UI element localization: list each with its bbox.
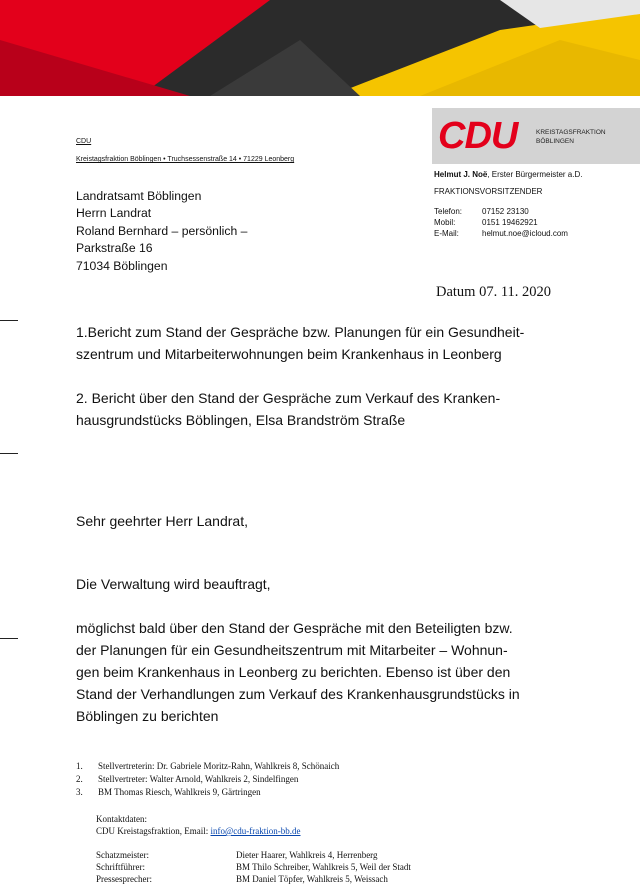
- subject-item-1: 1.Bericht zum Stand der Gespräche bzw. Planungen für ein Gesundheit- szentrum und Mitarbeiterwohnungen beim Krankenhaus in Leonberg: [76, 324, 525, 362]
- fold-mark: [0, 320, 18, 321]
- recipient-line: Roland Bernhard – persönlich –: [76, 223, 248, 238]
- sender-address: Kreistagsfraktion Böblingen • Truchsessenstraße 14 • 71229 Leonberg: [76, 156, 295, 163]
- list-item: 3. BM Thomas Riesch, Wahlkreis 9, Gärtringen: [76, 787, 261, 797]
- subject-item-2: 2. Bericht über den Stand der Gespräche zum Verkauf des Kranken- hausgrundstücks Böblingen, Elsa Brandström Straße: [76, 390, 501, 428]
- roles-list: [96, 849, 411, 885]
- recipient-address: [76, 188, 247, 275]
- list-item: 1. Stellvertreterin: Dr. Gabriele Moritz-Rahn, Wahlkreis 8, Schönaich: [76, 761, 340, 771]
- recipient-line: Landratsamt Böblingen: [76, 189, 202, 203]
- contact-email: E-Mail: helmut.noe@icloud.com: [434, 229, 568, 238]
- chair-role: FRAKTIONSVORSITZENDER: [434, 187, 543, 196]
- fold-mark: [0, 638, 18, 639]
- list-item: 2. Stellvertreter: Walter Arnold, Wahlkreis 2, Sindelfingen: [76, 774, 299, 784]
- list-item: Schatzmeister: Dieter Haarer, Wahlkreis 4, Herrenberg: [96, 850, 378, 860]
- email-link[interactable]: info@cdu-fraktion-bb.de: [210, 826, 301, 836]
- recipient-line: Herrn Landrat: [76, 206, 152, 221]
- body-paragraph: möglichst bald über den Stand der Gespräche mit den Beteiligten bzw. der Planungen für ein Gesundheitszentrum mit Mitarbeiter – Wohnun- gen beim Krankenhaus in Leonberg zu berichten. Ebenso ist über den Stand der Verhandlungen zum Verkauf des Krankenhausgrundstücks in Böblingen zu berichten: [76, 620, 520, 724]
- chair-name: Helmut J. Noë, Erster Bürgermeister a.D.: [434, 170, 583, 179]
- contact-phone: Telefon: 07152 23130: [434, 207, 529, 216]
- deputies-list: [76, 760, 339, 799]
- contact-mobile: Mobil: 0151 19462921: [434, 218, 538, 227]
- header-banner: [0, 0, 640, 96]
- intro-line: Die Verwaltung wird beauftragt,: [76, 576, 271, 592]
- letter-date: Datum 07. 11. 2020: [436, 284, 552, 300]
- salutation: Sehr geehrter Herr Landrat,: [76, 513, 248, 529]
- list-item: Pressesprecher: BM Daniel Töpfer, Wahlkreis 5, Weissach: [96, 874, 388, 884]
- fold-mark: [0, 453, 18, 454]
- recipient-line: Parkstraße 16: [76, 241, 153, 256]
- recipient-line: 71034 Böblingen: [76, 258, 168, 273]
- cdu-logo: CDU: [438, 115, 518, 157]
- sender-org: CDU: [76, 138, 92, 145]
- fraktion-label: KREISTAGSFRAKTION BÖBLINGEN: [536, 129, 606, 145]
- contact-block: Kontaktdaten: CDU Kreistagsfraktion, Email: info@cdu-fraktion-bb.de: [96, 814, 301, 836]
- list-item: Schriftführer: BM Thilo Schreiber, Wahlkreis 5, Weil der Stadt: [96, 862, 411, 872]
